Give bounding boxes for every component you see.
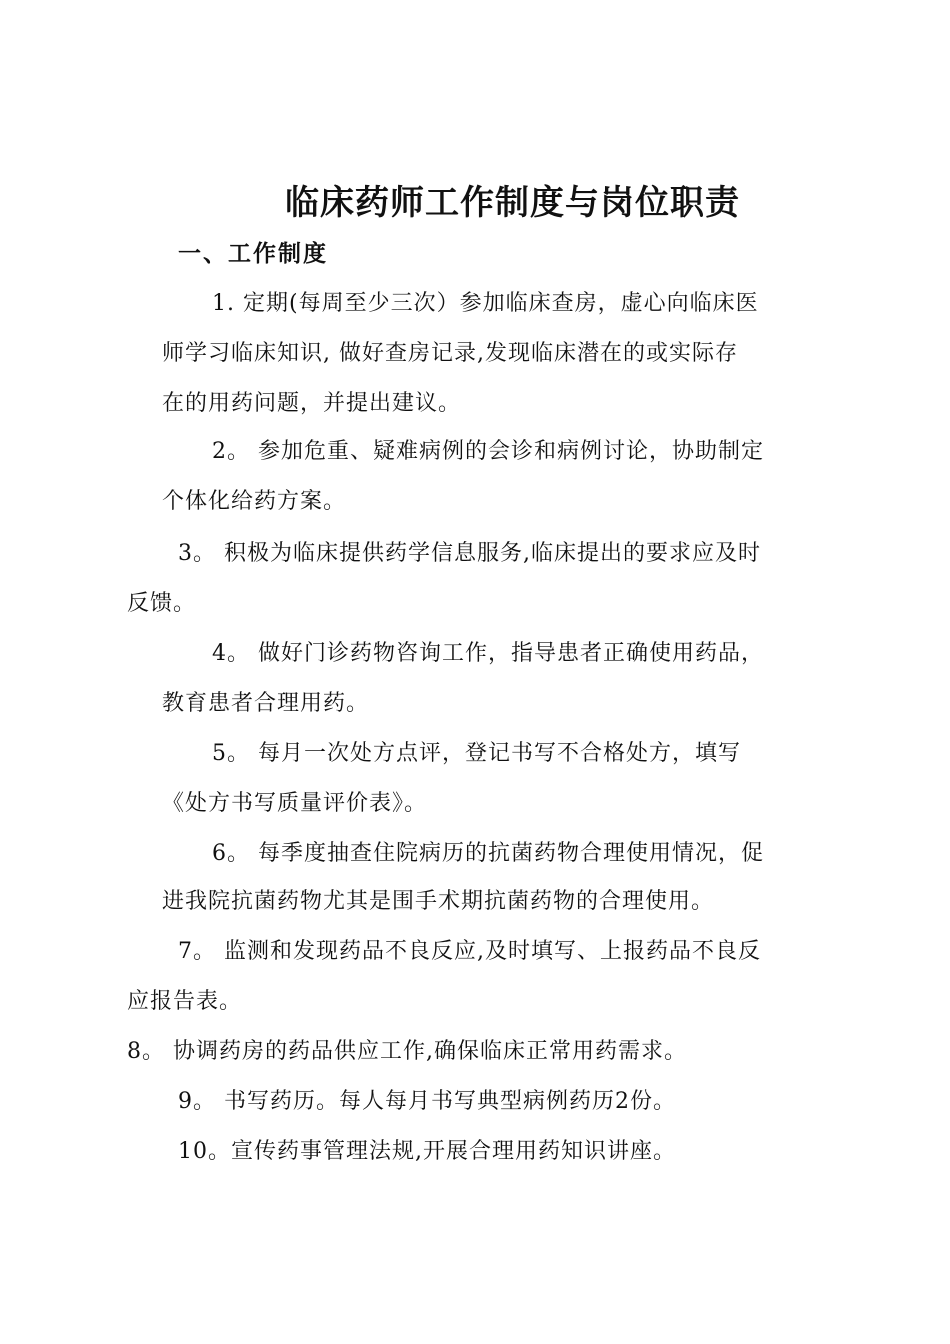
section-heading: 一、工作制度	[178, 241, 328, 267]
item-10-line-1: 10。宣传药事管理法规,开展合理用药知识讲座。	[178, 1139, 676, 1164]
item-4-line-2: 教育患者合理用药。	[162, 691, 370, 716]
item-6-line-1: 6。 每季度抽查住院病历的抗菌药物合理使用情况，促	[212, 841, 764, 866]
item-3-line-2: 反馈。	[127, 591, 197, 616]
item-1-line-2: 师学习临床知识, 做好查房记录,发现临床潜在的或实际存	[162, 341, 738, 366]
item-7-line-1: 7。 监测和发现药品不良反应,及时填写、上报药品不良反	[178, 939, 761, 964]
item-4-line-1: 4。 做好门诊药物咨询工作，指导患者正确使用药品，	[212, 641, 764, 666]
item-1-line-1: 1. 定期(每周至少三次）参加临床查房，虚心向临床医	[212, 291, 759, 316]
item-9-line-1: 9。 书写药历。每人每月书写典型病例药历2份。	[178, 1089, 676, 1114]
item-5-line-1: 5。 每月一次处方点评，登记书写不合格处方，填写	[212, 741, 741, 766]
item-8-line-1: 8。 协调药房的药品供应工作,确保临床正常用药需求。	[127, 1039, 687, 1064]
item-7-line-2: 应报告表。	[127, 989, 243, 1014]
item-2-line-2: 个体化给药方案。	[162, 489, 347, 514]
page-title: 临床药师工作制度与岗位职责	[285, 183, 740, 223]
item-5-line-2: 《处方书写质量评价表》。	[162, 791, 428, 816]
item-2-line-1: 2。 参加危重、疑难病例的会诊和病例讨论，协助制定	[212, 439, 764, 464]
item-3-line-1: 3。 积极为临床提供药学信息服务,临床提出的要求应及时	[178, 541, 761, 566]
item-6-line-2: 进我院抗菌药物尤其是围手术期抗菌药物的合理使用。	[162, 889, 715, 914]
item-1-line-3: 在的用药问题，并提出建议。	[162, 391, 462, 416]
